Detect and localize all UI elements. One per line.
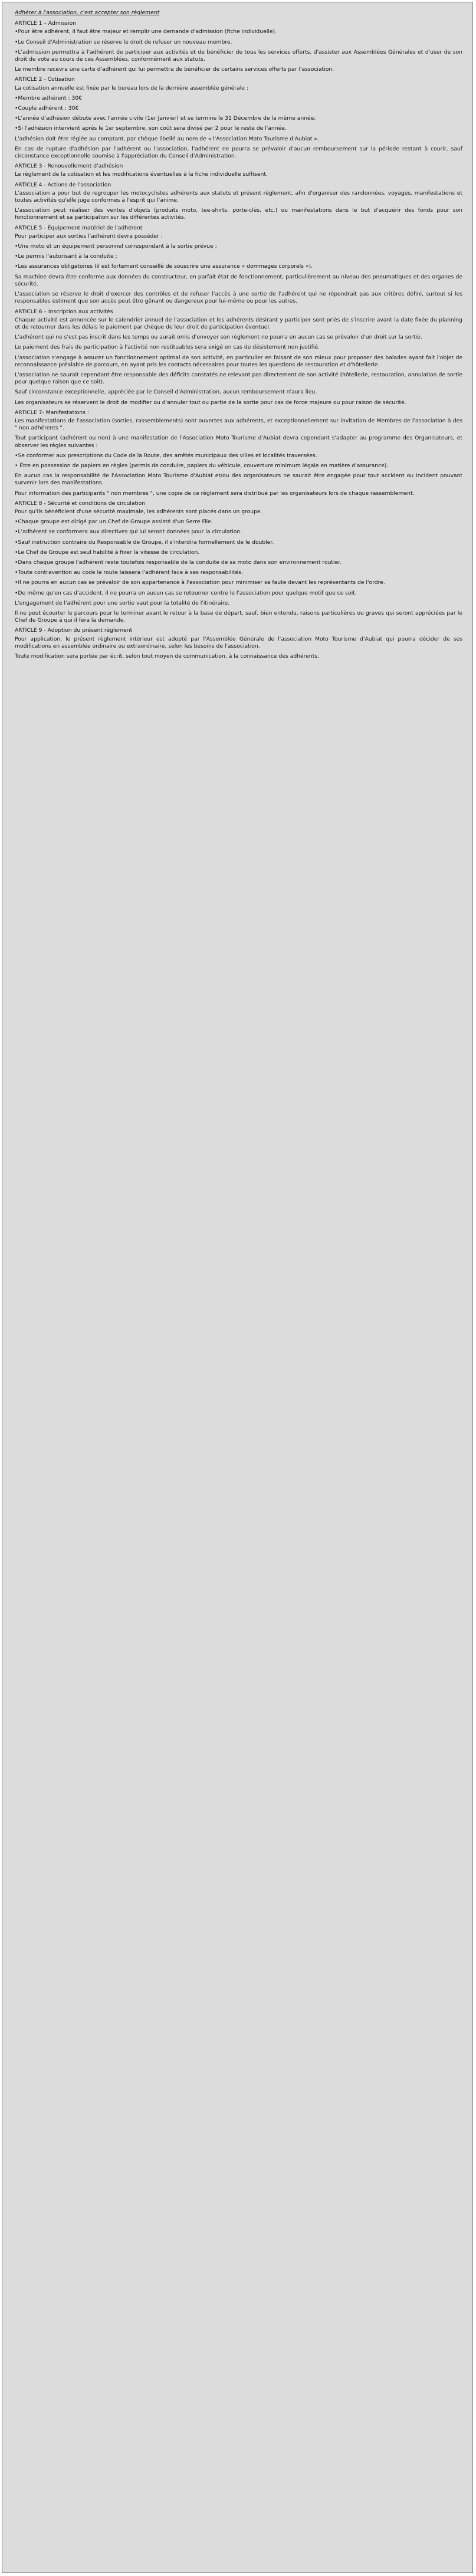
paragraph: •L'adhérent se conformera aux directives qui lui seront données pour la circulation. (15, 529, 242, 536)
paragraph: L'association se réserve le droit d'exercer des contrôles et de refuser l'accès à une sortie de l'adhérent qui ne répondrait pas aux critères défini, surtout si les responsables estiment que son accès peut être gênant ou dangereux pour lui-même ou pour les autres. (15, 291, 462, 305)
document-body (15, 20, 462, 660)
document-heading: Adhérer à l'association, c'est accepter son règlement (15, 9, 160, 16)
article-5-title: ARTICLE 5 - Équipement matériel de l'adhérent (15, 224, 143, 231)
paragraph: •Les assurances obligatoires (il est fortement conseillé de souscrire une assurance « dommages corporels »). (15, 263, 313, 270)
paragraph: L'association a pour but de regrouper les motocyclistes adhérents aux statuts et présent règlement, afin d'organiser des randonnées, voyages, manifestations et toutes activités qu'elle juge conformes à l'esprit qui l'anime. (15, 189, 462, 204)
paragraph: Sauf circonstance exceptionnelle, appréciée par le Conseil d'Administration, aucun remboursement n'aura lieu. (15, 389, 317, 396)
paragraph: Pour qu'ils bénéficient d'une sécurité maximale, les adhérents sont placés dans un groupe. (15, 508, 262, 515)
paragraph: L'adhésion doit être réglée au comptant, par chèque libellé au nom de « l'Association Moto Tourisme d'Aubiat ». (15, 135, 319, 142)
paragraph: L'adhérent qui ne s'est pas inscrit dans les temps ou aurait omis d'envoyer son règlement ne pourra en aucun cas se prévaloir d'un droit sur la sortie. (15, 334, 422, 341)
paragraph: En cas de rupture d'adhésion par l'adhérent ou l'association, l'adhérent ne pourra se prévaloir d'aucun remboursement sur la période restant à courir, sauf circonstance exceptionnelle soumise à l'appréciation du Conseil d'Administration. (15, 145, 462, 160)
paragraph: L'association peut réaliser des ventes d'objets (produits moto, tee-shirts, porte-clés, etc.) ou manifestations dans le but d'acquérir des fonds pour son fonctionnement et sa participation sur les différentes activités. (15, 207, 462, 221)
paragraph: La cotisation annuelle est fixée par le bureau lors de la dernière assemblée générale : (15, 84, 248, 91)
paragraph: Le règlement de la cotisation et les modifications éventuelles à la fiche individuelle suffisent. (15, 171, 268, 178)
paragraph: •Chaque groupe est dirigé par un Chef de Groupe assisté d'un Serre File. (15, 519, 213, 526)
paragraph: •Si l'adhésion intervient après le 1er septembre, son coût sera divisé par 2 pour le reste de l'année. (15, 125, 287, 132)
paragraph: Toute modification sera portée par écrit, selon tout moyen de communication, à la connaissance des adhérents. (15, 653, 319, 660)
paragraph: •Dans chaque groupe l'adhérent reste toutefois responsable de la conduite de sa moto dans son environnement routier. (15, 559, 342, 566)
article-8-title: ARTICLE 8 - Sécurité et conditions de circulation (15, 500, 146, 507)
article-4-title: ARTICLE 4 - Actions de l'association (15, 181, 111, 188)
paragraph: Il ne peut écourter le parcours pour le terminer avant le retour à la base de départ, sauf, bien entendu, raisons particulières ou graves qui seront appréciées par le Chef de Groupe à qui il fera la demande. (15, 610, 462, 624)
article-1-title: ARTICLE 1 – Admission (15, 20, 76, 27)
paragraph: Pour participer aux sorties l'adhérent devra posséder : (15, 232, 163, 239)
paragraph: •De même qu'en cas d'accident, il ne pourra en aucun cas se retourner contre le l'association pour quelque motif que ce soit. (15, 589, 357, 596)
paragraph: Pour application, le présent règlement intérieur est adopté par l'Assemblée Générale de l'association Moto Tourisme d'Aubiat qui pourra décider de ses modifications en assemblée ordinaire ou extraordinaire, selon les besoins de l'association. (15, 635, 462, 649)
paragraph: •Se conformer aux prescriptions du Code de la Route, des arrêtés municipaux des villes et localités traversées. (15, 452, 317, 459)
paragraph: L'association s'engage à assurer un fonctionnement optimal de son activité, en particulier en faisant de son mieux pour proposer des balades ayant fait l'objet de reconnaissance préalable de parcours, en ayant pris les contacts nécessaires pour toutes les questions de restauration et d'hôtellerie. (15, 354, 462, 368)
paragraph: Pour information des participants " non membres ", une copie de ce règlement sera distribué par les organisateurs lors de chaque rassemblement. (15, 490, 415, 497)
paragraph: •L'admission permettra à l'adhérent de participer aux activités et de bénéficier de tous les services offerts, d'assister aux Assemblées Générales et d'user de son droit de vote au cours de ces Assemblées, conformément aux statuts. (15, 48, 462, 63)
paragraph: Le paiement des frais de participation à l'activité non restituables sera exigé en cas de désistement non justifié. (15, 344, 320, 351)
paragraph: Les organisateurs se réservent le droit de modifier ou d'annuler tout ou partie de la sortie pour cas de force majeure ou pour raison de sécurité. (15, 399, 406, 406)
paragraph: •Une moto et un équipement personnel correspondant à la sortie prévue ; (15, 243, 217, 250)
paragraph: • Être en possession de papiers en règles (permis de conduire, papiers du véhicule, couverture minimum légale en matière d'assurance). (15, 462, 389, 469)
paragraph: Chaque activité est annoncée sur le calendrier annuel de l'association et les adhérents désirant y participer sont priés de s'inscrire avant la date fixée du planning et de retourner dans les délais le paiement par chèque de leur droit de participation éventuel. (15, 316, 462, 330)
paragraph: •Membre adhérent : 30€ (15, 94, 82, 101)
rules-text-box (2, 2, 473, 2573)
paragraph: En aucun cas la responsabilité de l'Association Moto Tourisme d'Aubiat et/ou des organisateurs ne saurait être engagée pour tout accident ou incident pouvant survenir lors des manifestations. (15, 472, 462, 487)
paragraph: •Le Chef de Groupe est seul habilité à fixer la vitesse de circulation. (15, 549, 200, 556)
paragraph: Sa machine devra être conforme aux données du constructeur, en parfait état de fonctionnement, particulièrement au niveau des pneumatiques et des organes de sécurité. (15, 273, 462, 287)
paragraph: •Couple adhérent : 30€ (15, 105, 79, 112)
paragraph: L'engagement de l'adhérent pour une sortie vaut pour la totalité de l'itinéraire. (15, 599, 230, 606)
paragraph: •Sauf instruction contraire du Responsable de Groupe, il s'interdira formellement de le doubler. (15, 539, 274, 546)
paragraph: Tout participant (adhérent ou non) à une manifestation de l'Association Moto Tourisme d'Aubiat devra cependant s'adapter au programme des Organisateurs, et observer les règles suivantes : (15, 435, 462, 449)
paragraph: Le membre recevra une carte d'adhérent qui lui permettra de bénéficier de certains services offerts par l'association. (15, 66, 334, 73)
article-6-title: ARTICLE 6 – Inscription aux activités (15, 308, 113, 315)
article-9-title: ARTICLE 9 - Adoption du présent règlement (15, 627, 133, 634)
paragraph: Les manifestations de l'association (sorties, rassemblements) sont ouvertes aux adhérents, et exceptionnellement sur invitation de Membres de l'association à des " non adhérents ". (15, 417, 462, 432)
article-2-title: ARTICLE 2 - Cotisation (15, 76, 75, 83)
paragraph: L'association ne saurait cependant être responsable des déficits constatés ne relevant pas directement de son activité (hôtellerie, restauration, annulation de sortie pour quelque raison que ce soit). (15, 371, 462, 386)
paragraph: •Le Conseil d'Administration se réserve le droit de refuser un nouveau membre. (15, 38, 232, 45)
article-3-title: ARTICLE 3 - Renouvellement d'adhésion (15, 163, 123, 170)
article-7-title: ARTICLE 7- Manifestations : (15, 409, 89, 416)
paragraph: •Pour être adhérent, il faut être majeur et remplir une demande d'admission (fiche individuelle). (15, 28, 277, 35)
paragraph: •L'année d'adhésion débute avec l'année civile (1er Janvier) et se termine le 31 Décembre de la même année. (15, 115, 316, 122)
paragraph: •Il ne pourra en aucun cas se prévaloir de son appartenance à l'association pour minimiser sa faute devant les représentants de l'ordre. (15, 579, 385, 586)
paragraph: •Le permis l'autorisant à la conduite ; (15, 253, 117, 260)
paragraph: •Toute contravention au code la route laissera l'adhérent face à ses responsabilités. (15, 569, 243, 576)
